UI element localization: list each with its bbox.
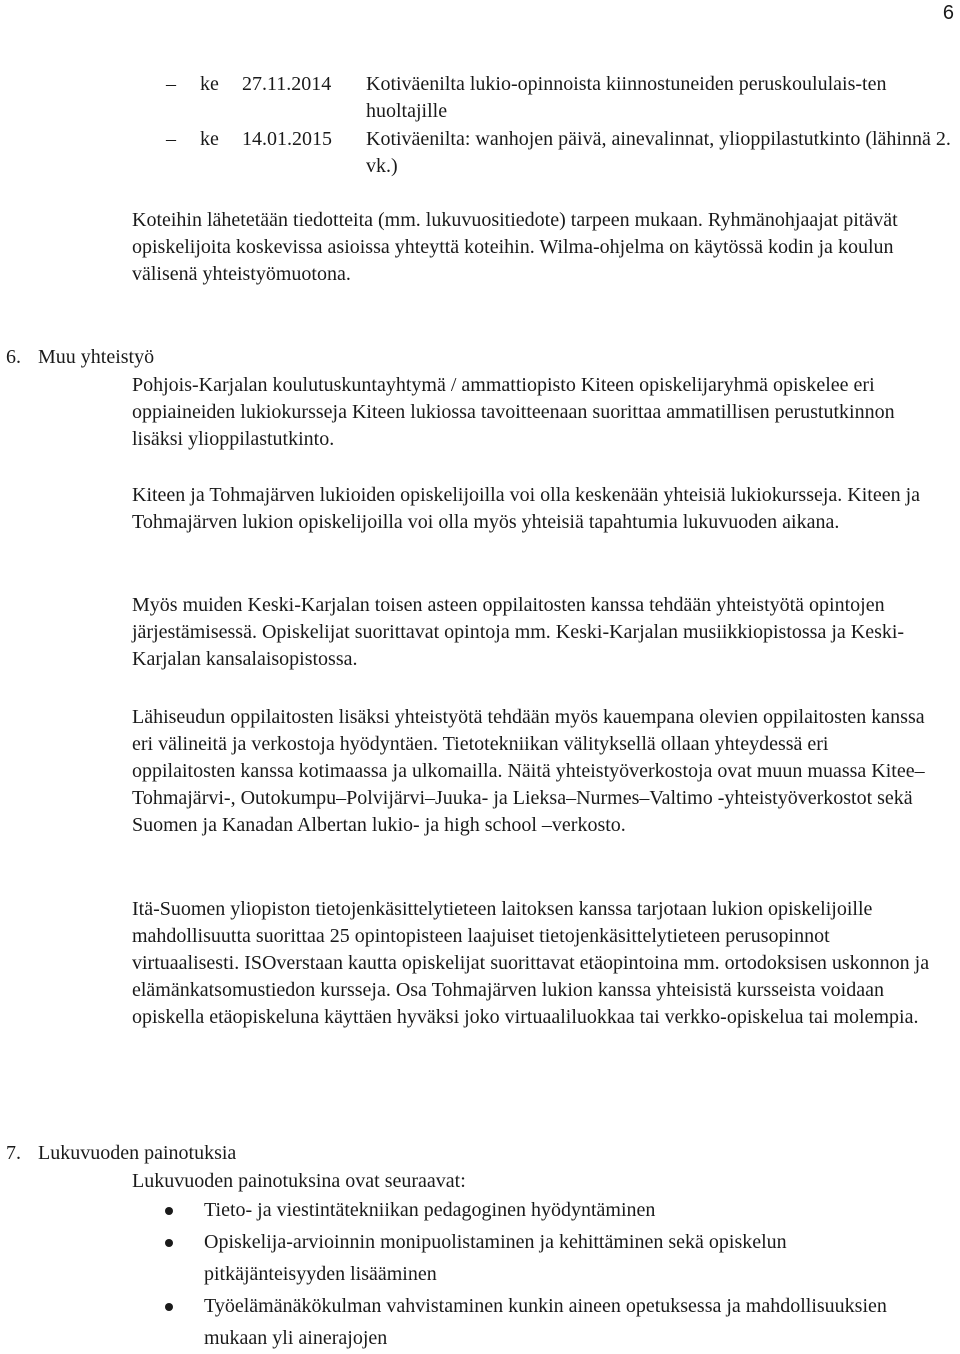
section-title: Lukuvuoden painotuksia [38,1142,237,1164]
event-description: Kotiväenilta lukio-opinnoista kiinnostuneiden peruskoululais-ten huoltajille [366,73,887,122]
list-item [132,1226,912,1290]
list-item [132,1290,912,1354]
list-item-text: Opiskelija-arvioinnin monipuolistaminen ja kehittäminen sekä opiskelun pitkäjänteisyyden lisääminen [204,1231,787,1285]
section-6-heading [6,344,154,371]
event-day: ke [200,73,219,95]
bullet-icon [165,1207,173,1215]
event-day: ke [200,128,219,150]
emphasis-list [132,1194,912,1354]
list-item [132,1194,912,1226]
list-item-text: Tieto- ja viestintätekniikan pedagoginen hyödyntäminen [204,1199,656,1221]
section-number: 7. [6,1142,21,1164]
section-7-heading [6,1140,236,1167]
event-date: 14.01.2015 [242,128,332,150]
section-number: 6. [6,346,21,368]
event-description: Kotiväenilta: wanhojen päivä, ainevalinnat, ylioppilastutkinto (lähinnä 2. vk.) [366,128,951,177]
section-6-paragraph: Kiteen ja Tohmajärven lukioiden opiskelijoilla voi olla keskenään yhteisiä lukiokursseja. Kiteen ja Tohmajärven lukion opiskelijoilla voi olla myös yhteisiä tapahtumia lukuvuoden aikana. [132,484,921,533]
section-title: Muu yhteistyö [38,346,155,368]
event-date: 27.11.2014 [242,73,332,95]
section-6-paragraph: Pohjois-Karjalan koulutuskuntayhtymä / ammattiopisto Kiteen opiskelijaryhmä opiskelee eri oppiaineiden lukiokursseja Kiteen lukiossa tavoitteenaan suorittaa ammatillisen perustutkinnon lisäksi ylioppilastutkinto. [132,374,895,450]
list-item-text: Työelämänäkökulman vahvistaminen kunkin aineen opetuksessa ja mahdollisuuksien mukaan yli ainerajojen [204,1295,887,1349]
home-communication-paragraph: Koteihin lähetetään tiedotteita (mm. lukuvuositiedote) tarpeen mukaan. Ryhmänohjaajat pitävät opiskelijoita koskevissa asioissa yhteyttä koteihin. Wilma-ohjelma on käytössä kodin ja koulun välisenä yhteistyömuotona. [132,209,898,285]
section-7-intro: Lukuvuoden painotuksina ovat seuraavat: [132,1170,466,1192]
page-number: 6 [942,2,954,24]
bullet-icon [165,1239,173,1247]
section-6-paragraph: Itä-Suomen yliopiston tietojenkäsittelytieteen laitoksen kanssa tarjotaan lukion opiskelijoille mahdollisuutta suorittaa 25 opintopisteen laajuiset tietojenkäsittelytieteen perusopinnot virtuaalisesti. ISOverstaan kautta opiskelijat suorittavat etäopintoina mm. ortodoksisen uskonnon ja elämänkatsomustiedon kursseja. Osa Tohmajärven lukion kanssa yhteisistä kursseista voidaan opiskella etäopiskeluna käyttäen hyväksi joko virtuaaliluokkaa tai verkko-opiskelua tai molempia. [132,898,930,1028]
dash-marker: – [166,128,176,150]
dash-marker: – [166,73,176,95]
section-6-paragraph: Lähiseudun oppilaitosten lisäksi yhteistyötä tehdään myös kauempana olevien oppilaitosten kanssa eri välineitä ja verkostoja hyödyntäen. Tietotekniikan välityksellä ollaan yhteydessä eri oppilaitosten kanssa kotimaassa ja ulkomailla. Näitä yhteistyöverkostoja ovat muun muassa Kitee–Tohmajärvi-, Outokumpu–Polvijärvi–Juuka- ja Lieksa–Nurmes–Valtimo -yhteistyöverkostot sekä Suomen ja Kanadan Albertan lukio- ja high school –verkosto. [132,706,925,836]
bullet-icon [165,1303,173,1311]
section-6-paragraph: Myös muiden Keski-Karjalan toisen asteen oppilaitosten kanssa tehdään yhteistyötä opintojen järjestämisessä. Opiskelijat suorittavat opintoja mm. Keski-Karjalan musiikkiopistossa ja Keski-Karjalan kansalaisopistossa. [132,594,905,670]
